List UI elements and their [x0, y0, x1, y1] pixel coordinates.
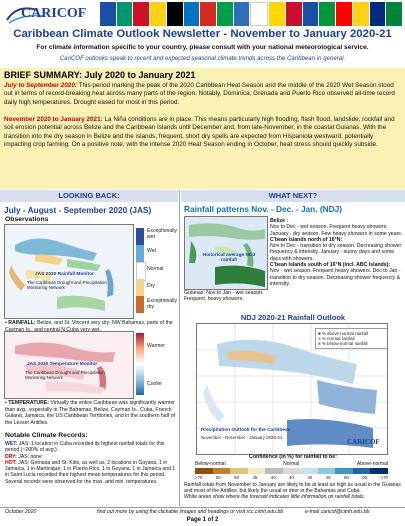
conf-tick: 40	[270, 475, 276, 480]
conf-below-label: Below-normal	[195, 461, 226, 467]
member-flag	[250, 2, 268, 26]
legend-wet: Wet	[147, 248, 156, 254]
record-wet-text: JAS: 1 location in Cuba recorded its highest rainfall totals for this period (~200% of avg.).	[5, 441, 165, 454]
record-hot	[5, 460, 177, 485]
member-flag	[353, 2, 369, 26]
legend-below-mark: ■	[318, 341, 322, 346]
historical-map-label: Historical average NDJ rainfall	[202, 253, 256, 263]
pattern-north-text: Nov to Dec - transition to dry season. Decreasing shower frequency & intensity. January - sunny days and some days with showers.	[270, 243, 402, 262]
legend-exceptionally-wet: Exceptionally wet	[147, 228, 178, 240]
ndj-text-b: White areas show where the forecast indicates little information on rainfall totals.	[184, 494, 365, 501]
member-flag	[234, 2, 250, 26]
rainfall-patterns-title[interactable]: Rainfall patterns Nov. - Dec. - Jan. (NDJ)	[184, 204, 342, 214]
footer-date: October 2020	[5, 509, 37, 515]
guianas-text: Guianas: Nov to Jan - wet season. Frequent, heavy showers.	[184, 290, 264, 303]
legend-swatch-dry	[136, 279, 144, 296]
confidence-labels	[195, 461, 388, 467]
conf-swatch	[230, 468, 248, 474]
looking-back-header: LOOKING BACK:	[0, 190, 178, 202]
rainfall-text: Belize, and St. Vincent very dry; NW Bahamas, parts of the Cayman Is., and central N Cuba very wet.	[5, 320, 173, 333]
pattern-belize-heading: Belize :	[270, 218, 289, 224]
legend-swatch-wet	[136, 245, 144, 262]
conf-swatch	[318, 468, 336, 474]
legend-exceptionally-dry: Exceptionally dry	[147, 298, 178, 310]
member-flag	[370, 2, 386, 26]
temp-map-caption: JAS 2020 Temperature Monitor	[27, 362, 98, 367]
conf-swatch	[265, 468, 283, 474]
legend-above-label: % above-normal rainfall	[321, 331, 368, 336]
legend-dry: Dry	[147, 283, 155, 289]
record-hot-label: HOT:	[5, 459, 17, 466]
conf-swatch	[335, 468, 353, 474]
conf-swatch	[370, 468, 388, 474]
member-flag	[100, 2, 116, 26]
ndj-map-caption: Precipitation Outlook for the Caribbean	[201, 428, 291, 433]
conf-tick: >70	[195, 475, 203, 480]
record-hot-text: JAS: Grenada and St. Kitts, as well as, 2 locations in Guyana, 1 in Jamaica, 1 in Martinique, 1 in Puerto Rico, 1 in Guyana, 1 in Jamaica and 1 in Saint Lucia recorded their highest mean temperatures for this period. Several records were observed for the max. and min. temperatures.	[5, 459, 176, 485]
brief-jas-lead: July to September 2020:	[4, 82, 77, 89]
conf-swatch	[248, 468, 266, 474]
pattern-belize	[270, 218, 404, 237]
legend-below	[318, 341, 386, 346]
brief-paragraph-jas	[4, 82, 402, 107]
ndj-outlook-title[interactable]: NDJ 2020-21 Rainfall Outlook	[240, 313, 346, 322]
conf-swatch	[353, 468, 371, 474]
temperature-legend	[136, 331, 176, 397]
rainfall-label: RAINFALL:	[8, 320, 36, 326]
member-flag	[386, 2, 402, 26]
pattern-north	[270, 237, 404, 262]
member-flag	[269, 2, 285, 26]
member-flag	[336, 2, 352, 26]
ndj-outlook-text	[184, 482, 404, 500]
conf-tick: 50	[234, 475, 240, 480]
jas-rainfall-monitor-map[interactable]	[4, 224, 134, 319]
conf-tick: 60	[362, 475, 368, 480]
confidence-title: Confidence (in %) for rainfall to be:	[249, 454, 337, 460]
pattern-south-text: Nov - wet season. Frequent heavy showers. Dec to Jan - transition to dry season. Decreasing shower frequency & intensity.	[270, 268, 401, 287]
conf-swatch	[195, 468, 213, 474]
subtitle-outlook: CariCOF outlooks speak to recent and expected seasonal climate trends across the Caribbean in general.	[59, 55, 346, 62]
pattern-north-heading: C'bean Islands north of 16°N:	[270, 236, 343, 243]
conf-tick: 60	[215, 475, 221, 480]
rainfall-observation-text: • RAINFALL: Belize, and St. Vincent very dry; NW Bahamas, parts of the Cayman Is., and central N Cuba very wet.	[5, 320, 173, 333]
member-flag	[200, 2, 216, 26]
page-number: Page 1 of 2	[186, 517, 219, 523]
logo-text: CARICOF	[21, 6, 87, 21]
record-dry-text: JAS: none	[16, 453, 42, 460]
member-flag	[286, 2, 302, 26]
ndj-outlook-map[interactable]	[196, 323, 388, 455]
footer-divider	[0, 507, 405, 508]
ndj-map-legend	[315, 328, 388, 349]
brief-ndj-text: La Niña conditions are in place. This means particularly high flooding, flash flood, landslide, rockfall and soil erosion potential across Belize and the Caribbean Islands until December and, from late-November, in the coastal Guianas. With the transition into the dry season in Belize and the islands, frequent, short dry spells are expected from Hispaniola westward, potentially impacting crop farming. On a positive note, with the intense 2020 Heat Season ending in October, heat stress should quickly subside.	[4, 116, 395, 148]
member-flag	[133, 2, 149, 26]
column-divider	[179, 190, 180, 506]
conf-above-label: Above-normal	[356, 461, 388, 467]
ndj-map-sub: November - December - January 2020-21	[201, 435, 283, 440]
jas-temperature-monitor-map[interactable]	[4, 331, 134, 399]
temperature-text: Virtually the entire Caribbean was significantly warmer than avg., especially in The Bahamas, Belize, Cayman Is., Cuba, French Guiana, Jamaica, the US Caribbean Territories, and in the southern half of the Lesser Antilles.	[5, 400, 176, 426]
legend-above-mark: ■	[318, 331, 322, 336]
newsletter-title[interactable]: Caribbean Climate Outlook Newsletter - November to January 2020-21	[13, 28, 392, 40]
conf-normal-label: Normal	[283, 461, 300, 467]
member-flag	[217, 2, 233, 26]
member-flag	[167, 2, 183, 26]
rain-map-sub: The Caribbean Drought and Precipitation Monitoring Network	[27, 280, 107, 290]
temperature-observation-text: • TEMPERATURE: Virtually the entire Caribbean was significantly warmer than avg., especially in The Bahamas, Belize, Cayman Is., Cuba, French Guiana, Jamaica, the US Caribbean Territories, and in the southern half of the Lesser Antilles.	[5, 400, 176, 426]
footer-email[interactable]: e-mail caricof@cimh.edu.bb	[305, 509, 370, 515]
brief-ndj-lead: November 2020 to January 2021:	[4, 116, 103, 123]
caricof-logo[interactable]	[3, 2, 98, 26]
brief-summary-title: BRIEF SUMMARY: July 2020 to January 2021	[4, 70, 196, 80]
pattern-south-heading: C'bean Islands south of 16°N (incl. ABC Islands):	[270, 262, 391, 269]
records-list	[5, 441, 177, 485]
ndj-text-a: Rainfall totals from November to January are likely to be at least as high as usual in the Guianas and most of the Antilles, but likely the usual or drier in the Bahamas and Cuba.	[184, 482, 401, 495]
conf-swatch	[283, 468, 301, 474]
confidence-ticks	[195, 475, 388, 480]
temperature-legend-bar	[136, 333, 144, 395]
record-wet-label: WET:	[5, 441, 18, 447]
conf-swatch	[300, 468, 318, 474]
legend-swatch-exceptionally-dry	[136, 296, 144, 313]
member-flag	[117, 2, 133, 26]
conf-swatch	[213, 468, 231, 474]
conf-tick: 45	[325, 475, 331, 480]
confidence-colorbar	[195, 468, 388, 474]
brief-summary-panel	[0, 68, 405, 189]
rain-map-caption: JAS 2020 Rainfall Monitor	[35, 272, 94, 277]
member-flag	[319, 2, 335, 26]
legend-swatch-exceptionally-wet	[136, 228, 144, 245]
member-flag-strip	[100, 2, 403, 26]
member-flag	[303, 2, 319, 26]
ndj-map-logo: CARICOF	[347, 438, 380, 446]
observations-label: Observations	[5, 216, 49, 223]
footer-link-text[interactable]: find out more by using the clickable images and headings or visit rcc.cimh.edu.bb	[97, 509, 284, 515]
conf-tick: 40	[307, 475, 313, 480]
pattern-south	[270, 262, 404, 287]
legend-normal: Normal	[147, 266, 164, 272]
subtitle-consult: For climate information specific to your country, please consult with your national meteorological service.	[36, 44, 369, 51]
legend-cooler: Cooler	[147, 381, 163, 387]
legend-below-label: % below-normal rainfall	[321, 341, 368, 346]
legend-warmer: Warmer	[147, 343, 165, 349]
temperature-label: TEMPERATURE:	[8, 400, 50, 406]
records-title: Notable Climate Records:	[5, 432, 88, 439]
legend-normal-mark: ■	[318, 336, 322, 341]
conf-tick: 40	[289, 475, 294, 480]
historical-rainfall-map[interactable]	[184, 216, 268, 290]
conf-tick: 50	[343, 475, 349, 480]
what-next-header: WHAT NEXT?	[181, 190, 405, 202]
legend-normal-label: % normal rainfall	[321, 336, 355, 341]
member-flag	[184, 2, 200, 26]
jas-title[interactable]: July - August - September 2020 (JAS)	[4, 205, 152, 215]
temp-map-sub: The Caribbean Drought and Precipitation Monitoring Network	[25, 370, 105, 380]
brief-paragraph-ndj	[4, 116, 402, 149]
record-dry-label: DRY:	[5, 453, 17, 460]
pattern-belize-text: Nov to Dec - wet season. Frequent heavy showers. January - dry season. Few heavy showers in some years.	[270, 224, 403, 237]
conf-tick: >70	[380, 475, 388, 480]
conf-tick: 45	[252, 475, 258, 480]
record-wet	[5, 441, 177, 454]
member-flag	[150, 2, 166, 26]
brief-jas-text: This period marking the peak of the 2020 Caribbean Heat Season and the middle of the 2020 Wet Season stood out in terms of record-breaking heat across many parts of the region. Notably, Dominica, Grenada and Puerto Rico observed all-time record daily high temperatures. Drought eased for most in this period.	[4, 82, 395, 106]
rainfall-pattern-list	[270, 218, 404, 287]
rainfall-legend	[136, 224, 176, 317]
